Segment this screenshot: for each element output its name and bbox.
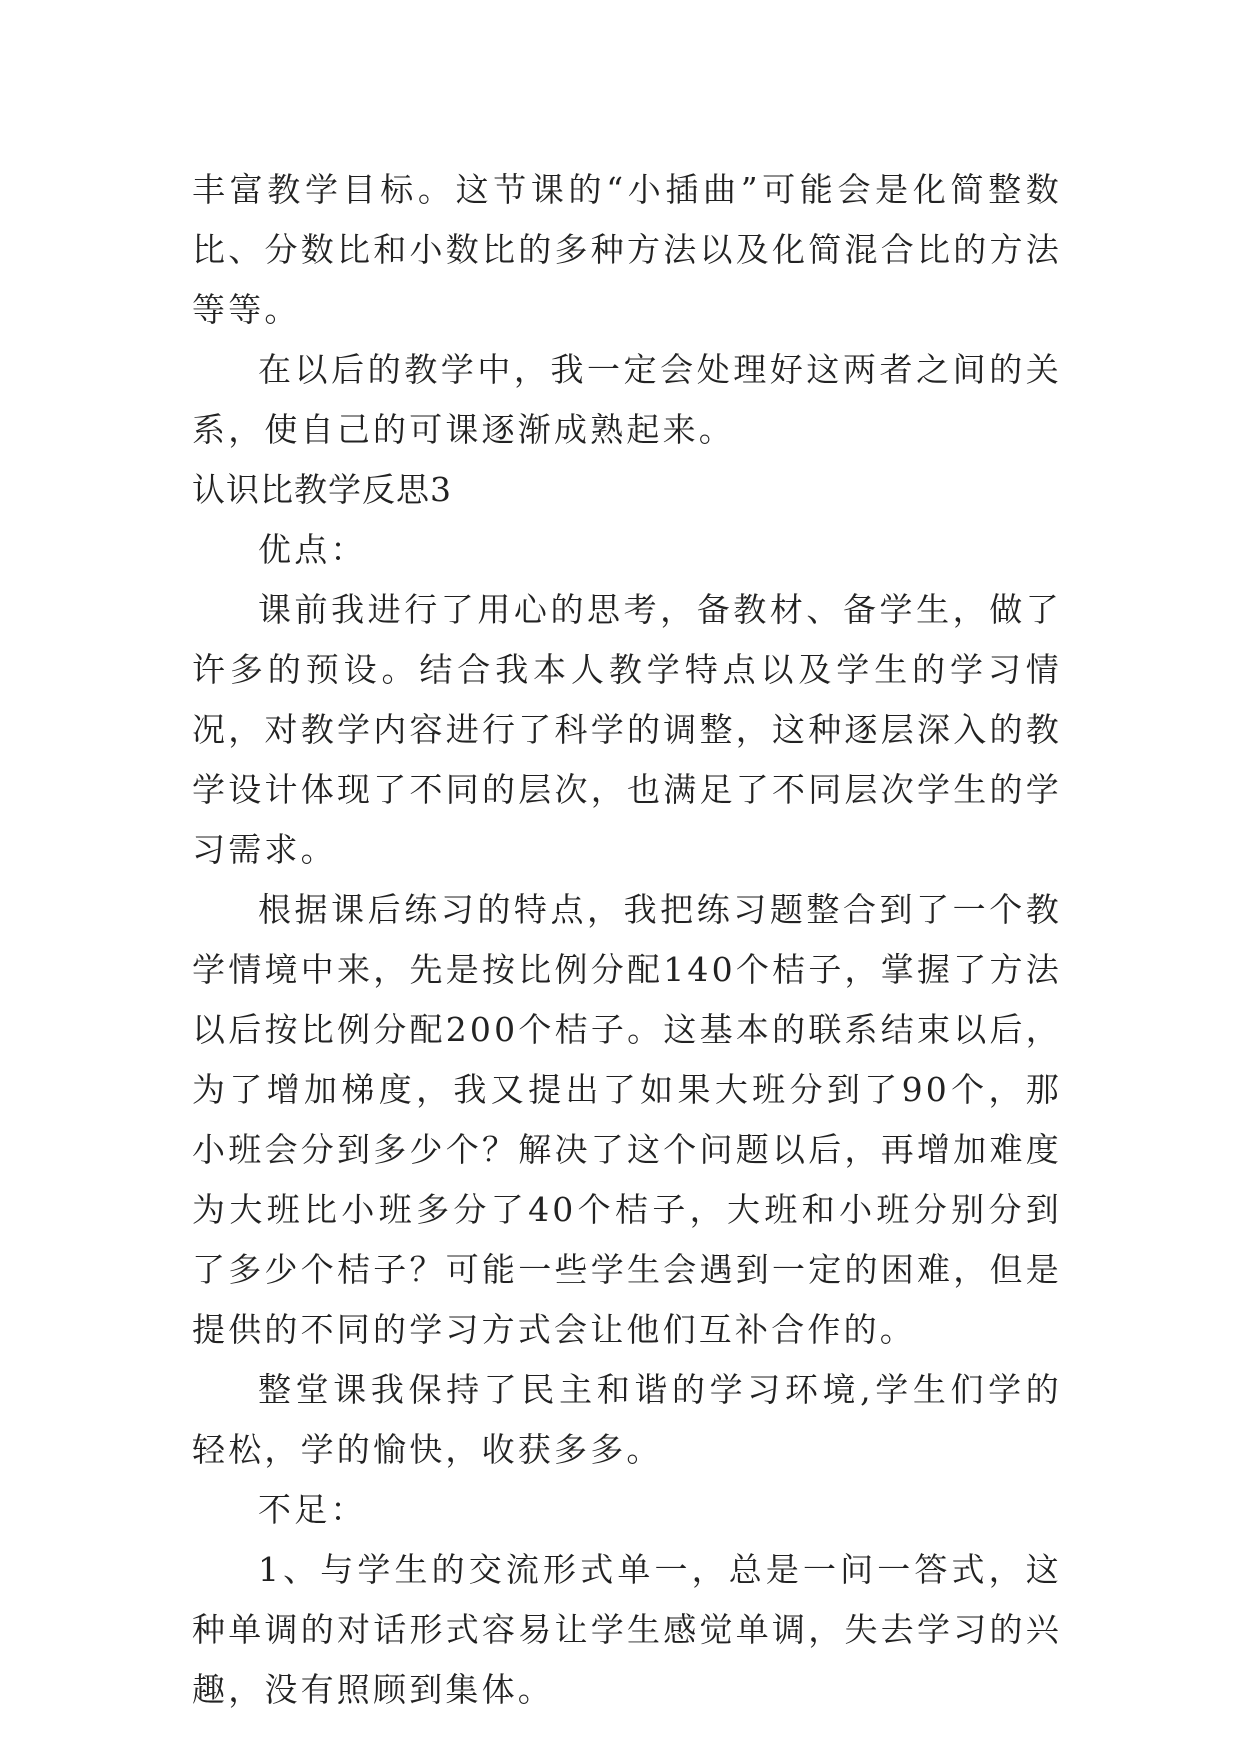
paragraph-weaknesses-label: 不足：: [258, 1490, 367, 1529]
paragraph-strengths-label: 优点：: [258, 530, 367, 569]
paragraph-weakness-1: 1、与学生的交流形式单一，总是一问一答式，这种单调的对话形式容易让学生感觉单调，失去学习的兴趣，没有照顾到集体。: [192, 1550, 1062, 1709]
paragraph-exercises: 根据课后练习的特点，我把练习题整合到了一个教学情境中来，先是按比例分配140个桔子，掌握了方法以后按比例分配200个桔子。这基本的联系结束以后，为了增加梯度，我又提出了如果大班分到了90个，那小班会分到多少个？解决了这个问题以后，再增加难度为大班比小班多分了40个桔子，大班和小班分别分到了多少个桔子？可能一些学生会遇到一定的困难，但是提供的不同的学习方式会让他们互补合作的。: [192, 890, 1062, 1349]
section-heading: 认识比教学反思3: [192, 470, 452, 509]
paragraph-intro-continuation: 丰富教学目标。这节课的“小插曲”可能会是化简整数比、分数比和小数比的多种方法以及化简混合比的方法等等。: [192, 170, 1062, 329]
document-body: [192, 160, 1062, 1720]
paragraph-environment: 整堂课我保持了民主和谐的学习环境,学生们学的轻松，学的愉快，收获多多。: [192, 1370, 1062, 1469]
paragraph-conclusion: 在以后的教学中，我一定会处理好这两者之间的关系，使自己的可课逐渐成熟起来。: [192, 350, 1062, 449]
paragraph-preparation: 课前我进行了用心的思考，备教材、备学生，做了许多的预设。结合我本人教学特点以及学生的学习情况，对教学内容进行了科学的调整，这种逐层深入的教学设计体现了不同的层次，也满足了不同层次学生的学习需求。: [192, 590, 1062, 869]
